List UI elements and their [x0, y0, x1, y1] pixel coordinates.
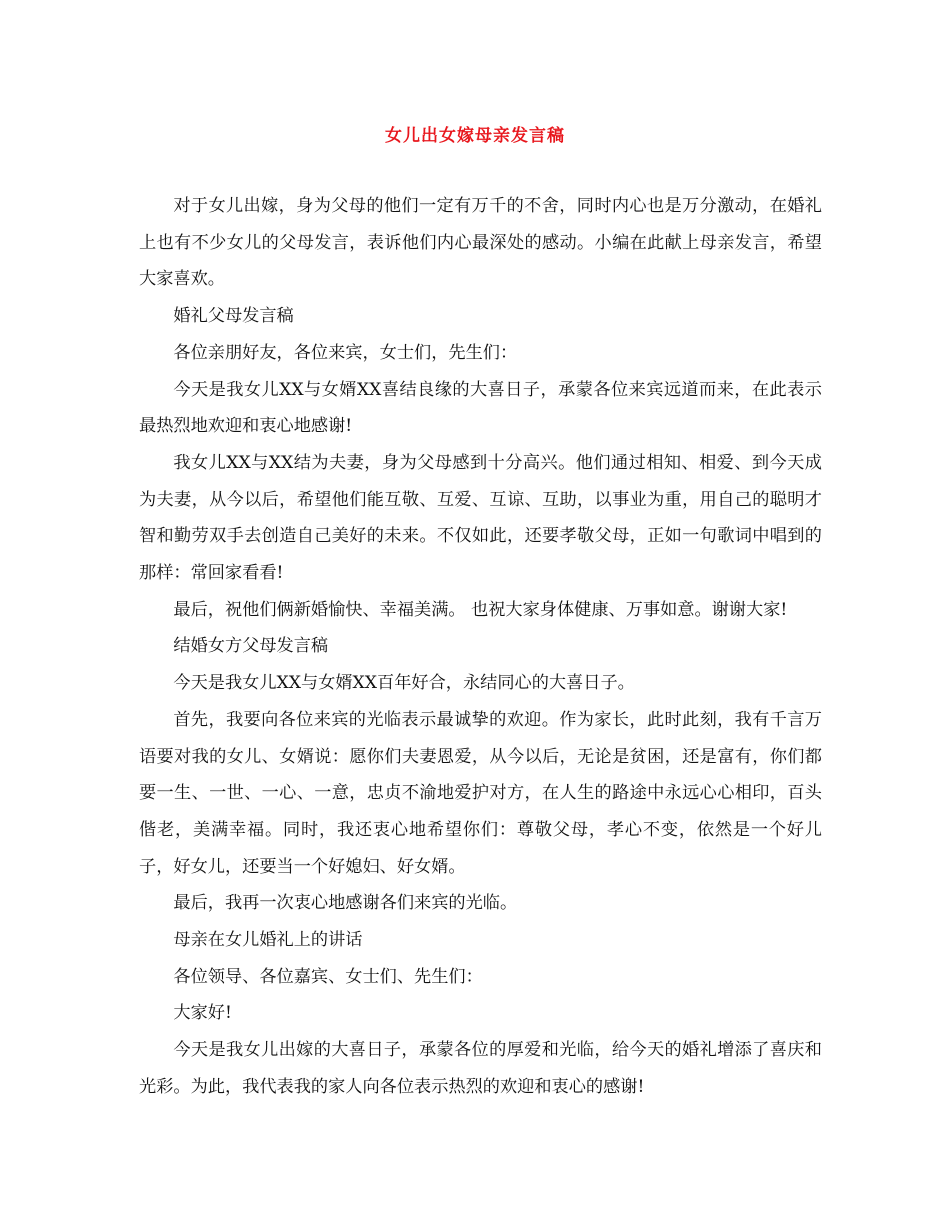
- paragraph: 我女儿XX与XX结为夫妻，身为父母感到十分高兴。他们通过相知、相爱、到今天成为夫妻，从今以后，希望他们能互敬、互爱、互谅、互助，以事业为重，用自己的聪明才智和勤劳双手去创造自己美好的未来。不仅如此，还要孝敬父母，正如一句歌词中唱到的那样：常回家看看!: [139, 452, 822, 584]
- paragraph: 今天是我女儿出嫁的大喜日子，承蒙各位的厚爱和光临，给今天的婚礼增添了喜庆和光彩。为此，我代表我的家人向各位表示热烈的欢迎和衷心的感谢!: [139, 1040, 822, 1097]
- paragraph-intro: 对于女儿出嫁，身为父母的他们一定有万千的不舍，同时内心也是万分激动，在婚礼上也有不少女儿的父母发言，表诉他们内心最深处的感动。小编在此献上母亲发言，希望大家喜欢。: [139, 196, 822, 290]
- section-heading: 结婚女方父母发言稿: [173, 636, 329, 657]
- section-heading: 母亲在女儿婚礼上的讲话: [173, 930, 363, 951]
- paragraph: 各位亲朋好友，各位来宾，女士们，先生们：: [173, 342, 518, 363]
- document-body: [139, 188, 822, 1106]
- paragraph: 今天是我女儿XX与女婿XX百年好合，永结同心的大喜日子。: [173, 673, 635, 694]
- paragraph: 大家好!: [173, 1003, 232, 1024]
- section-heading: 婚礼父母发言稿: [173, 306, 294, 327]
- paragraph: 最后，祝他们俩新婚愉快、幸福美满。 也祝大家身体健康、万事如意。谢谢大家!: [173, 599, 788, 620]
- paragraph: 最后，我再一次衷心地感谢各们来宾的光临。: [173, 893, 518, 914]
- paragraph: 首先，我要向各位来宾的光临表示最诚挚的欢迎。作为家长，此时此刻，我有千言万语要对我的女儿、女婿说：愿你们夫妻恩爱，从今以后，无论是贫困，还是富有，你们都要一生、一世、一心、一意，忠贞不渝地爱护对方，在人生的路途中永远心心相印，百头偕老，美满幸福。同时，我还衷心地希望你们：尊敬父母，孝心不变，依然是一个好儿子，好女儿，还要当一个好媳妇、好女婿。: [139, 709, 822, 877]
- document-title: 女儿出女嫁母亲发言稿: [385, 126, 565, 146]
- paragraph: 各位领导、各位嘉宾、女士们、先生们：: [173, 966, 483, 987]
- paragraph: 今天是我女儿XX与女婿XX喜结良缘的大喜日子，承蒙各位来宾远道而来，在此表示最热烈地欢迎和衷心地感谢!: [139, 379, 822, 437]
